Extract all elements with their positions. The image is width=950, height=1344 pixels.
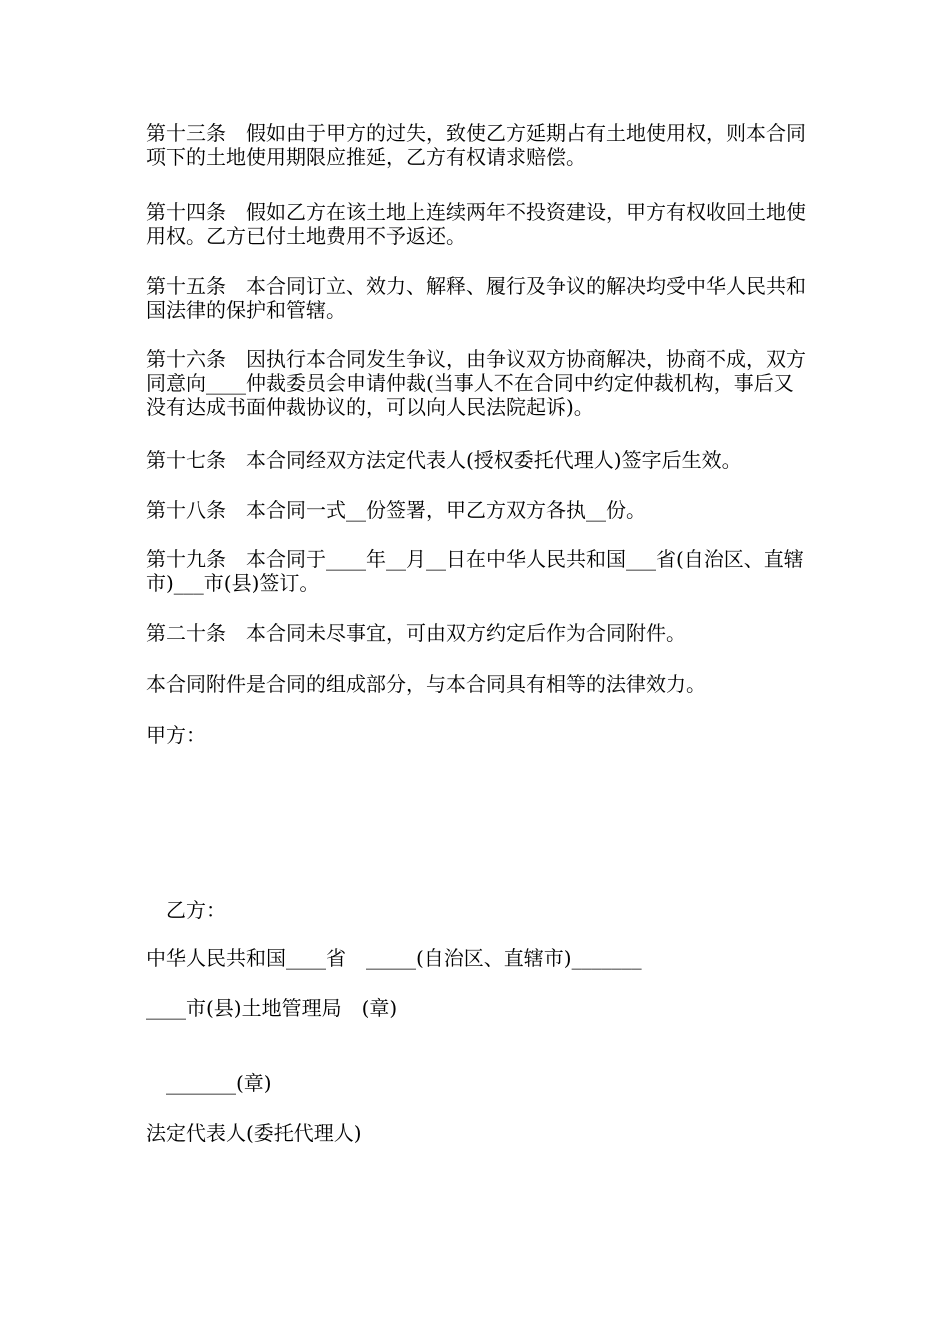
- signature-line-seal: _______(章): [146, 1071, 272, 1095]
- clause-17: 第十七条 本合同经双方法定代表人(授权委托代理人)签字后生效。: [146, 448, 742, 472]
- signature-line-representative: 法定代表人(委托代理人): [146, 1121, 362, 1145]
- clause-13: 第十三条 假如由于甲方的过失，致使乙方延期占有土地使用权，则本合同项下的土地使用期限应推延，乙方有权请求赔偿。: [146, 121, 806, 169]
- annex-note: 本合同附件是合同的组成部分，与本合同具有相等的法律效力。: [146, 672, 706, 696]
- party-a-label: 甲方：: [146, 723, 206, 747]
- clause-19: 第十九条 本合同于____年__月__日在中华人民共和国___省(自治区、直辖市)___市(县)签订。: [146, 547, 804, 595]
- clause-18: 第十八条 本合同一式__份签署，甲乙方双方各执__份。: [146, 498, 646, 522]
- clause-20: 第二十条 本合同未尽事宜，可由双方约定后作为合同附件。: [146, 621, 686, 645]
- signature-line-province: 中华人民共和国____省 _____(自治区、直辖市)_______: [146, 946, 642, 970]
- clause-14: 第十四条 假如乙方在该土地上连续两年不投资建设，甲方有权收回土地使用权。乙方已付土地费用不予返还。: [146, 200, 806, 248]
- signature-line-bureau: ____市(县)土地管理局 (章): [146, 996, 398, 1020]
- clause-16: 第十六条 因执行本合同发生争议，由争议双方协商解决，协商不成，双方同意向____仲裁委员会申请仲裁(当事人不在合同中约定仲裁机构，事后又没有达成书面仲裁协议的，可以向人民法院起诉)。: [146, 347, 806, 419]
- party-b-label: 乙方：: [146, 898, 226, 922]
- clause-15: 第十五条 本合同订立、效力、解释、履行及争议的解决均受中华人民共和国法律的保护和管辖。: [146, 274, 806, 322]
